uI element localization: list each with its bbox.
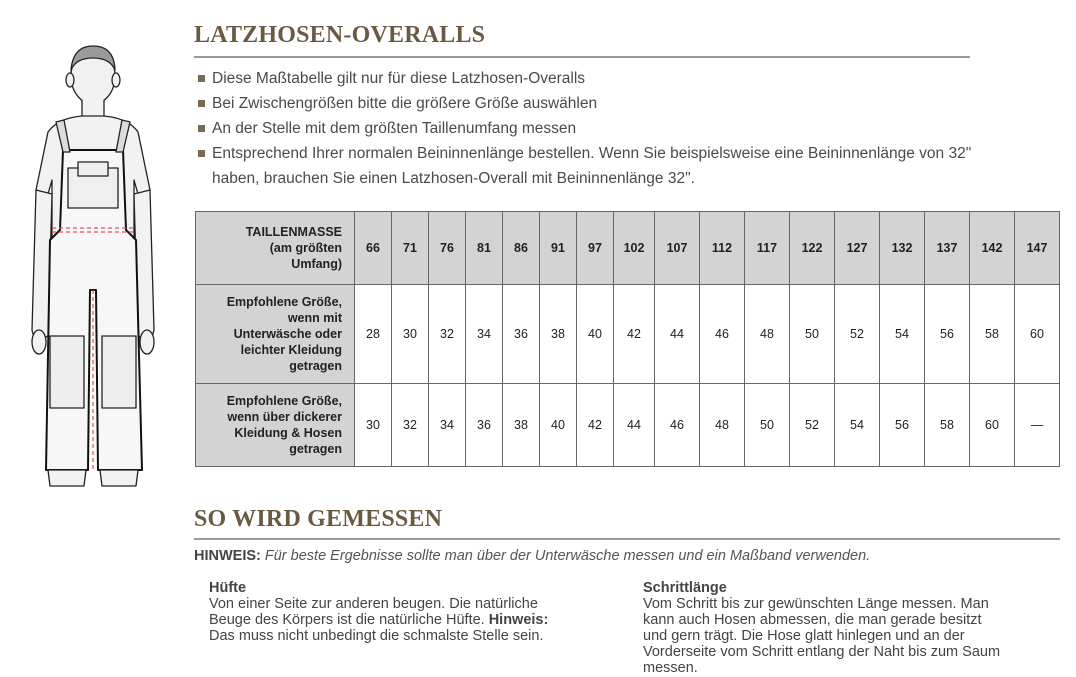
- waist-cell: 122: [790, 212, 835, 285]
- size-cell: 38: [503, 384, 540, 467]
- measure-divider: [194, 538, 1060, 540]
- size-cell: 32: [429, 285, 466, 384]
- size-cell: 28: [355, 285, 392, 384]
- size-cell: 52: [790, 384, 835, 467]
- size-cell: 50: [790, 285, 835, 384]
- waist-cell: 117: [745, 212, 790, 285]
- size-cell: 42: [614, 285, 655, 384]
- notes-list: [196, 66, 986, 191]
- size-cell: 46: [655, 384, 700, 467]
- inseam-text-line: Vom Schritt bis zur gewünschten Länge messen. Man: [643, 596, 989, 612]
- size-cell: 32: [392, 384, 429, 467]
- inseam-text-line: kann auch Hosen abmessen, die man gerade besitzt: [643, 612, 982, 628]
- note-item: Diese Maßtabelle gilt nur für diese Latzhosen-Overalls: [196, 66, 986, 91]
- measure-section-title: SO WIRD GEMESSEN: [194, 506, 443, 532]
- size-cell: 34: [429, 384, 466, 467]
- hip-note-label: Hinweis:: [488, 612, 549, 628]
- waist-cell: 76: [429, 212, 466, 285]
- size-cell: 36: [466, 384, 503, 467]
- note-item: Entsprechend Ihrer normalen Beininnenlänge bestellen. Wenn Sie beispielsweise eine Beininnenlänge von 32" haben, brauchen Sie einen Latzhosen-Overall mit Beininnenlänge 32".: [196, 141, 986, 191]
- waist-cell: 91: [540, 212, 577, 285]
- size-row-heavy-clothing: [196, 384, 1060, 467]
- size-cell: 40: [540, 384, 577, 467]
- size-cell: 38: [540, 285, 577, 384]
- waist-cell: 132: [880, 212, 925, 285]
- title-divider: [194, 56, 970, 58]
- size-cell: 30: [392, 285, 429, 384]
- waist-cell: 107: [655, 212, 700, 285]
- note-item: An der Stelle mit dem größten Taillenumfang messen: [196, 116, 986, 141]
- waist-cell: 81: [466, 212, 503, 285]
- hip-text-line: Beuge des Körpers ist die natürliche Hüfte. Hinweis:: [209, 612, 549, 628]
- size-cell: 48: [700, 384, 745, 467]
- size-cell: 46: [700, 285, 745, 384]
- waist-cell: 102: [614, 212, 655, 285]
- size-cell: 52: [835, 285, 880, 384]
- size-row-light-clothing: [196, 285, 1060, 384]
- waist-header-label: TAILLENMASSE (am größten Umfang): [196, 212, 355, 285]
- waist-cell: 97: [577, 212, 614, 285]
- size-cell: 54: [835, 384, 880, 467]
- size-cell: 60: [970, 384, 1015, 467]
- hip-measure-block: [209, 580, 548, 644]
- size-cell: 50: [745, 384, 790, 467]
- overall-figure-illustration: [18, 40, 168, 495]
- hinweis-text: Für beste Ergebnisse sollte man über der Unterwäsche messen und ein Maßband verwenden.: [264, 548, 871, 564]
- page-title: LATZHOSEN-OVERALLS: [194, 22, 486, 48]
- size-cell: —: [1015, 384, 1060, 467]
- waist-cell: 66: [355, 212, 392, 285]
- inseam-text-line: messen.: [643, 660, 698, 676]
- waist-cell: 127: [835, 212, 880, 285]
- note-item: Bei Zwischengrößen bitte die größere Größe auswählen: [196, 91, 986, 116]
- size-cell: 42: [577, 384, 614, 467]
- size-cell: 36: [503, 285, 540, 384]
- hinweis-note: [194, 548, 870, 564]
- size-cell: 44: [614, 384, 655, 467]
- waist-cell: 142: [970, 212, 1015, 285]
- inseam-text-line: und gern trägt. Die Hose glatt hinlegen und an der: [643, 628, 965, 644]
- size-cell: 56: [925, 285, 970, 384]
- hip-title: Hüfte: [209, 580, 247, 596]
- inseam-measure-block: [643, 580, 1000, 676]
- waist-cell: 86: [503, 212, 540, 285]
- inseam-text-line: Vorderseite vom Schritt entlang der Naht bis zum Saum: [643, 644, 1001, 660]
- size-cell: 58: [925, 384, 970, 467]
- size-cell: 40: [577, 285, 614, 384]
- size-cell: 54: [880, 285, 925, 384]
- hip-note-text: Das muss nicht unbedingt die schmalste Stelle sein.: [209, 628, 544, 644]
- waist-cell: 71: [392, 212, 429, 285]
- hip-text-line: Von einer Seite zur anderen beugen. Die natürliche: [209, 596, 538, 612]
- size-cell: 56: [880, 384, 925, 467]
- size-cell: 34: [466, 285, 503, 384]
- waist-cell: 147: [1015, 212, 1060, 285]
- size-cell: 48: [745, 285, 790, 384]
- hinweis-label: HINWEIS:: [194, 548, 261, 564]
- size-cell: 30: [355, 384, 392, 467]
- size-cell: 58: [970, 285, 1015, 384]
- waist-header-row: [196, 212, 1060, 285]
- inseam-title: Schrittlänge: [643, 580, 727, 596]
- size-cell: 60: [1015, 285, 1060, 384]
- size-cell: 44: [655, 285, 700, 384]
- row-label: Empfohlene Größe, wenn mit Unterwäsche oder leichter Kleidung getragen: [196, 285, 355, 384]
- waist-cell: 112: [700, 212, 745, 285]
- row-label: Empfohlene Größe, wenn über dickerer Kleidung & Hosen getragen: [196, 384, 355, 467]
- waist-cell: 137: [925, 212, 970, 285]
- size-table: [195, 211, 1060, 467]
